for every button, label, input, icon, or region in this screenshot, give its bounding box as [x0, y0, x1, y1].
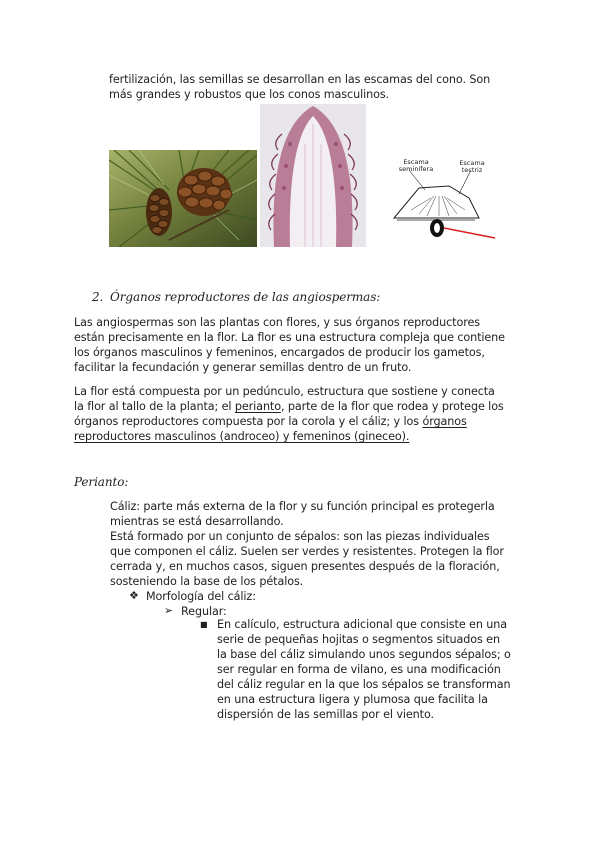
- diagram-label-seminifera-1: Escama: [403, 158, 429, 166]
- para1-line-2: están precisamente en la flor. La flor es una estructura compleja que contiene: [74, 331, 505, 344]
- diamond-bullet-icon: ❖: [129, 589, 139, 602]
- sepalos-line-2: que componen el cáliz. Suelen ser verdes y resistentes. Protegen la flor: [110, 545, 504, 558]
- calículo-line-1: En calículo, estructura adicional que consiste en una: [217, 618, 508, 631]
- para1-line-1: Las angiospermas son las plantas con flores, y sus órganos reproductores: [74, 316, 480, 329]
- diagram-label-tectriz-2: tectriz: [461, 166, 483, 174]
- section-number: 2.: [92, 290, 104, 304]
- bullet-regular: Regular:: [181, 605, 227, 618]
- cone-section-micrograph: [260, 104, 366, 247]
- diagram-label-seminifera-2: seminífera: [398, 165, 434, 173]
- perianto-link[interactable]: perianto: [234, 400, 281, 413]
- intro-line-2: más grandes y robustos que los conos masculinos.: [109, 88, 390, 101]
- bullet-morfologia: Morfología del cáliz:: [146, 590, 256, 603]
- para2-line-2: la flor al tallo de la planta; el perianto, parte de la flor que rodea y protege los: [74, 400, 504, 413]
- intro-line-1: fertilización, las semillas se desarrollan en las escamas del cono. Son: [109, 73, 491, 86]
- calículo-line-5: del cáliz regular en la que los sépalos se transforman: [217, 678, 511, 691]
- sepalos-line-3: cerrada y, en muchos casos, siguen presentes después de la floración,: [110, 560, 500, 573]
- caliz-line-2: mientras se está desarrollando.: [110, 515, 284, 528]
- section-heading: Órganos reproductores de las angiospermas:: [110, 290, 381, 304]
- calículo-line-6: en una estructura ligera y plumosa que facilita la: [217, 693, 488, 706]
- scale-diagram: [389, 158, 497, 250]
- sepalos-line-1: Está formado por un conjunto de sépalos: son las piezas individuales: [110, 530, 490, 543]
- perianto-heading: Perianto:: [74, 475, 129, 489]
- organos-link[interactable]: órganos: [422, 415, 467, 428]
- para1-line-4: facilitar la fecundación y generar semillas dentro de un fruto.: [74, 361, 412, 374]
- pinecone-photo: [109, 150, 257, 247]
- para1-line-3: los órganos masculinos y femeninos, encargados de producir los gametos,: [74, 346, 485, 359]
- diagram-label-tectriz-1: Escama: [459, 159, 485, 167]
- caliz-line-1: Cáliz: parte más externa de la flor y su función principal es protegerla: [110, 500, 495, 513]
- calículo-line-4: ser regular en forma de vilano, es una modificación: [217, 663, 501, 676]
- organos-link-continued[interactable]: reproductores masculinos (androceo) y femeninos (gineceo).: [74, 430, 410, 443]
- calículo-line-7: dispersión de las semillas por el viento.: [217, 708, 434, 721]
- calículo-line-3: la base del cáliz simulando unos segundos sépalos; o: [217, 648, 511, 661]
- para2-line-1: La flor está compuesta por un pedúnculo, estructura que sostiene y conecta: [74, 385, 495, 398]
- arrow-bullet-icon: ➢: [164, 604, 174, 617]
- square-bullet-icon: ■: [200, 620, 208, 629]
- para2-line-4: [74, 429, 409, 444]
- para2-line-3: órganos reproductores compuesta por la corola y el cáliz; y los órganos: [74, 415, 467, 428]
- sepalos-line-4: sosteniendo la base de los pétalos.: [110, 575, 304, 588]
- calículo-line-2: serie de pequeñas hojitas o segmentos situados en: [217, 633, 500, 646]
